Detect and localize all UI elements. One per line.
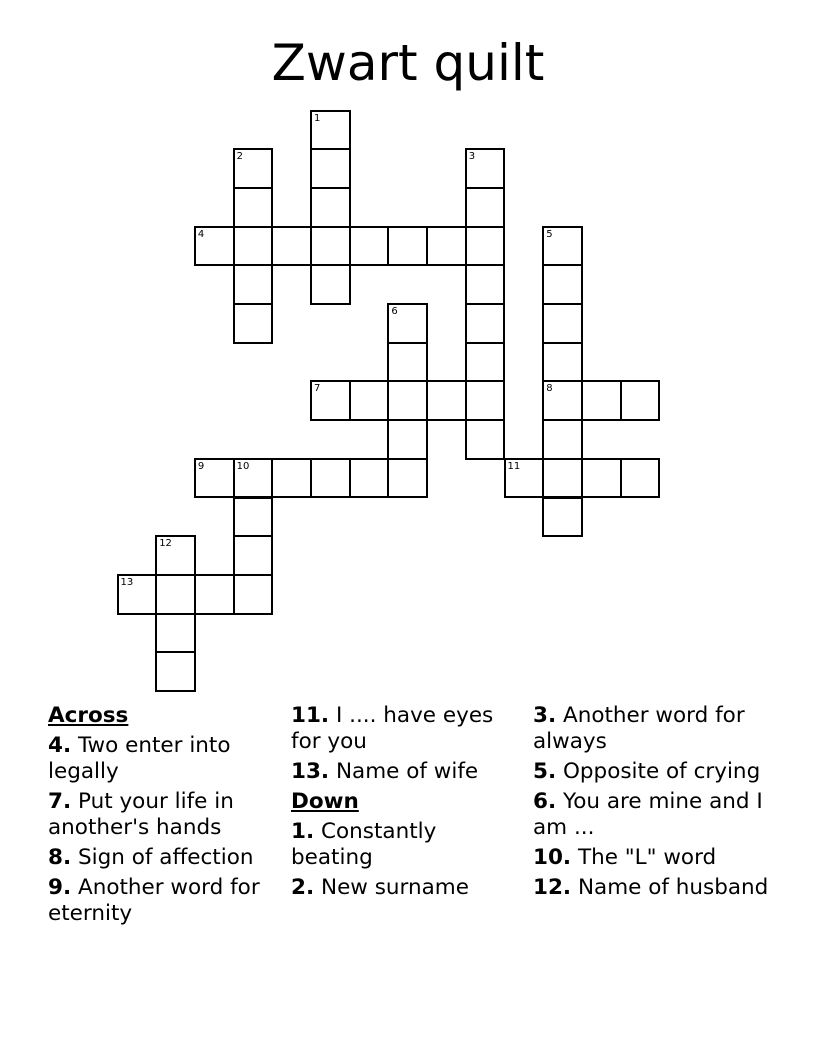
grid-cell[interactable]: [310, 458, 351, 499]
grid-cell[interactable]: [194, 574, 235, 615]
cell-number: 13: [120, 576, 134, 588]
grid-cell[interactable]: [465, 419, 506, 460]
clue-down-3: 3. Another word for always: [533, 703, 745, 754]
grid-cell[interactable]: [155, 574, 196, 615]
grid-cell[interactable]: [387, 303, 428, 344]
clue-across-9: 9. Another word for eternity: [48, 875, 260, 926]
clue-down-5: 5. Opposite of crying: [533, 759, 761, 784]
grid-cell[interactable]: [310, 380, 351, 421]
cell-number: 7: [314, 383, 321, 395]
grid-cell[interactable]: [233, 303, 274, 344]
grid-cell[interactable]: [581, 380, 622, 421]
cell-number: 4: [197, 228, 205, 240]
cell-number: 6: [391, 306, 398, 317]
grid-cell[interactable]: [387, 458, 428, 499]
grid-cell[interactable]: [194, 458, 235, 499]
grid-cell[interactable]: [271, 458, 312, 499]
cell-number: 5: [546, 228, 553, 240]
cell-number: 9: [197, 460, 205, 472]
clue-across-11: 11. I .... have eyes for you: [291, 703, 494, 754]
grid-cell[interactable]: [310, 264, 351, 305]
grid-cell[interactable]: [465, 342, 506, 383]
grid-cell[interactable]: [349, 458, 390, 499]
clue-across-4: 4. Two enter into legally: [48, 733, 231, 784]
cell-number: 8: [546, 383, 553, 395]
grid-cell[interactable]: [581, 458, 622, 499]
grid-cell[interactable]: [504, 458, 545, 499]
grid-cell[interactable]: [542, 419, 583, 460]
grid-cell[interactable]: [465, 264, 506, 305]
grid-cell[interactable]: [426, 380, 467, 421]
grid-cell[interactable]: [542, 303, 583, 344]
cell-number: 3: [468, 151, 476, 163]
across-heading: Across: [48, 703, 129, 728]
grid-cell[interactable]: [387, 342, 428, 383]
grid-cell[interactable]: [233, 497, 274, 538]
grid-cell[interactable]: [233, 187, 274, 228]
grid-cell[interactable]: [620, 380, 661, 421]
clue-down-10: 10. The "L" word: [533, 845, 717, 870]
clues-column-1: [48, 703, 278, 931]
grid-cell[interactable]: [233, 264, 274, 305]
clues-column-3: [533, 703, 773, 905]
clue-across-13: 13. Name of wife: [291, 759, 479, 784]
grid-cell[interactable]: [155, 651, 196, 692]
grid-cell[interactable]: [542, 264, 583, 305]
grid-cell[interactable]: [194, 226, 235, 267]
grid-cell[interactable]: [117, 574, 158, 615]
cell-number: 2: [236, 151, 243, 163]
puzzle-title: Zwart quilt: [271, 34, 545, 92]
grid-cell[interactable]: [387, 419, 428, 460]
grid-cell[interactable]: [387, 380, 428, 421]
grid-cell[interactable]: [233, 458, 274, 499]
cell-number: 12: [159, 538, 172, 550]
grid-cell[interactable]: [155, 535, 196, 576]
grid-cell[interactable]: [310, 187, 351, 228]
grid-cell[interactable]: [542, 458, 583, 499]
grid-cell[interactable]: [426, 226, 467, 267]
grid-cell[interactable]: [620, 458, 661, 499]
grid-cell[interactable]: [465, 303, 506, 344]
clue-down-2: 2. New surname: [291, 875, 469, 900]
grid-cell[interactable]: [349, 380, 390, 421]
clue-down-12: 12. Name of husband: [533, 875, 769, 900]
clue-down-6: 6. You are mine and I am ...: [533, 789, 763, 840]
grid-cell[interactable]: [542, 342, 583, 383]
clues-column-2: [291, 703, 521, 905]
grid-cell[interactable]: [465, 380, 506, 421]
grid-cell[interactable]: [233, 226, 274, 267]
grid-cell[interactable]: [310, 148, 351, 189]
grid-cell[interactable]: [465, 148, 506, 189]
grid-cell[interactable]: [155, 613, 196, 654]
grid-cell[interactable]: [233, 148, 274, 189]
clue-across-7: 7. Put your life in another's hands: [48, 789, 234, 840]
grid-cell[interactable]: [387, 226, 428, 267]
grid-cell[interactable]: [233, 535, 274, 576]
grid-cell[interactable]: [465, 187, 506, 228]
down-heading: Down: [291, 789, 359, 814]
grid-cell[interactable]: [271, 226, 312, 267]
grid-cell[interactable]: [542, 497, 583, 538]
grid-cell[interactable]: [542, 380, 583, 421]
cell-number: 11: [507, 460, 521, 472]
grid-cell[interactable]: [310, 226, 351, 267]
cell-number: 10: [236, 460, 250, 472]
clue-down-1: 1. Constantly beating: [291, 819, 437, 870]
cell-number: 1: [314, 112, 321, 124]
grid-cell[interactable]: [465, 226, 506, 267]
grid-cell[interactable]: [310, 110, 351, 151]
grid-cell[interactable]: [349, 226, 390, 267]
grid-cell[interactable]: [542, 226, 583, 267]
clue-across-8: 8. Sign of affection: [48, 845, 254, 870]
grid-cell[interactable]: [233, 574, 274, 615]
